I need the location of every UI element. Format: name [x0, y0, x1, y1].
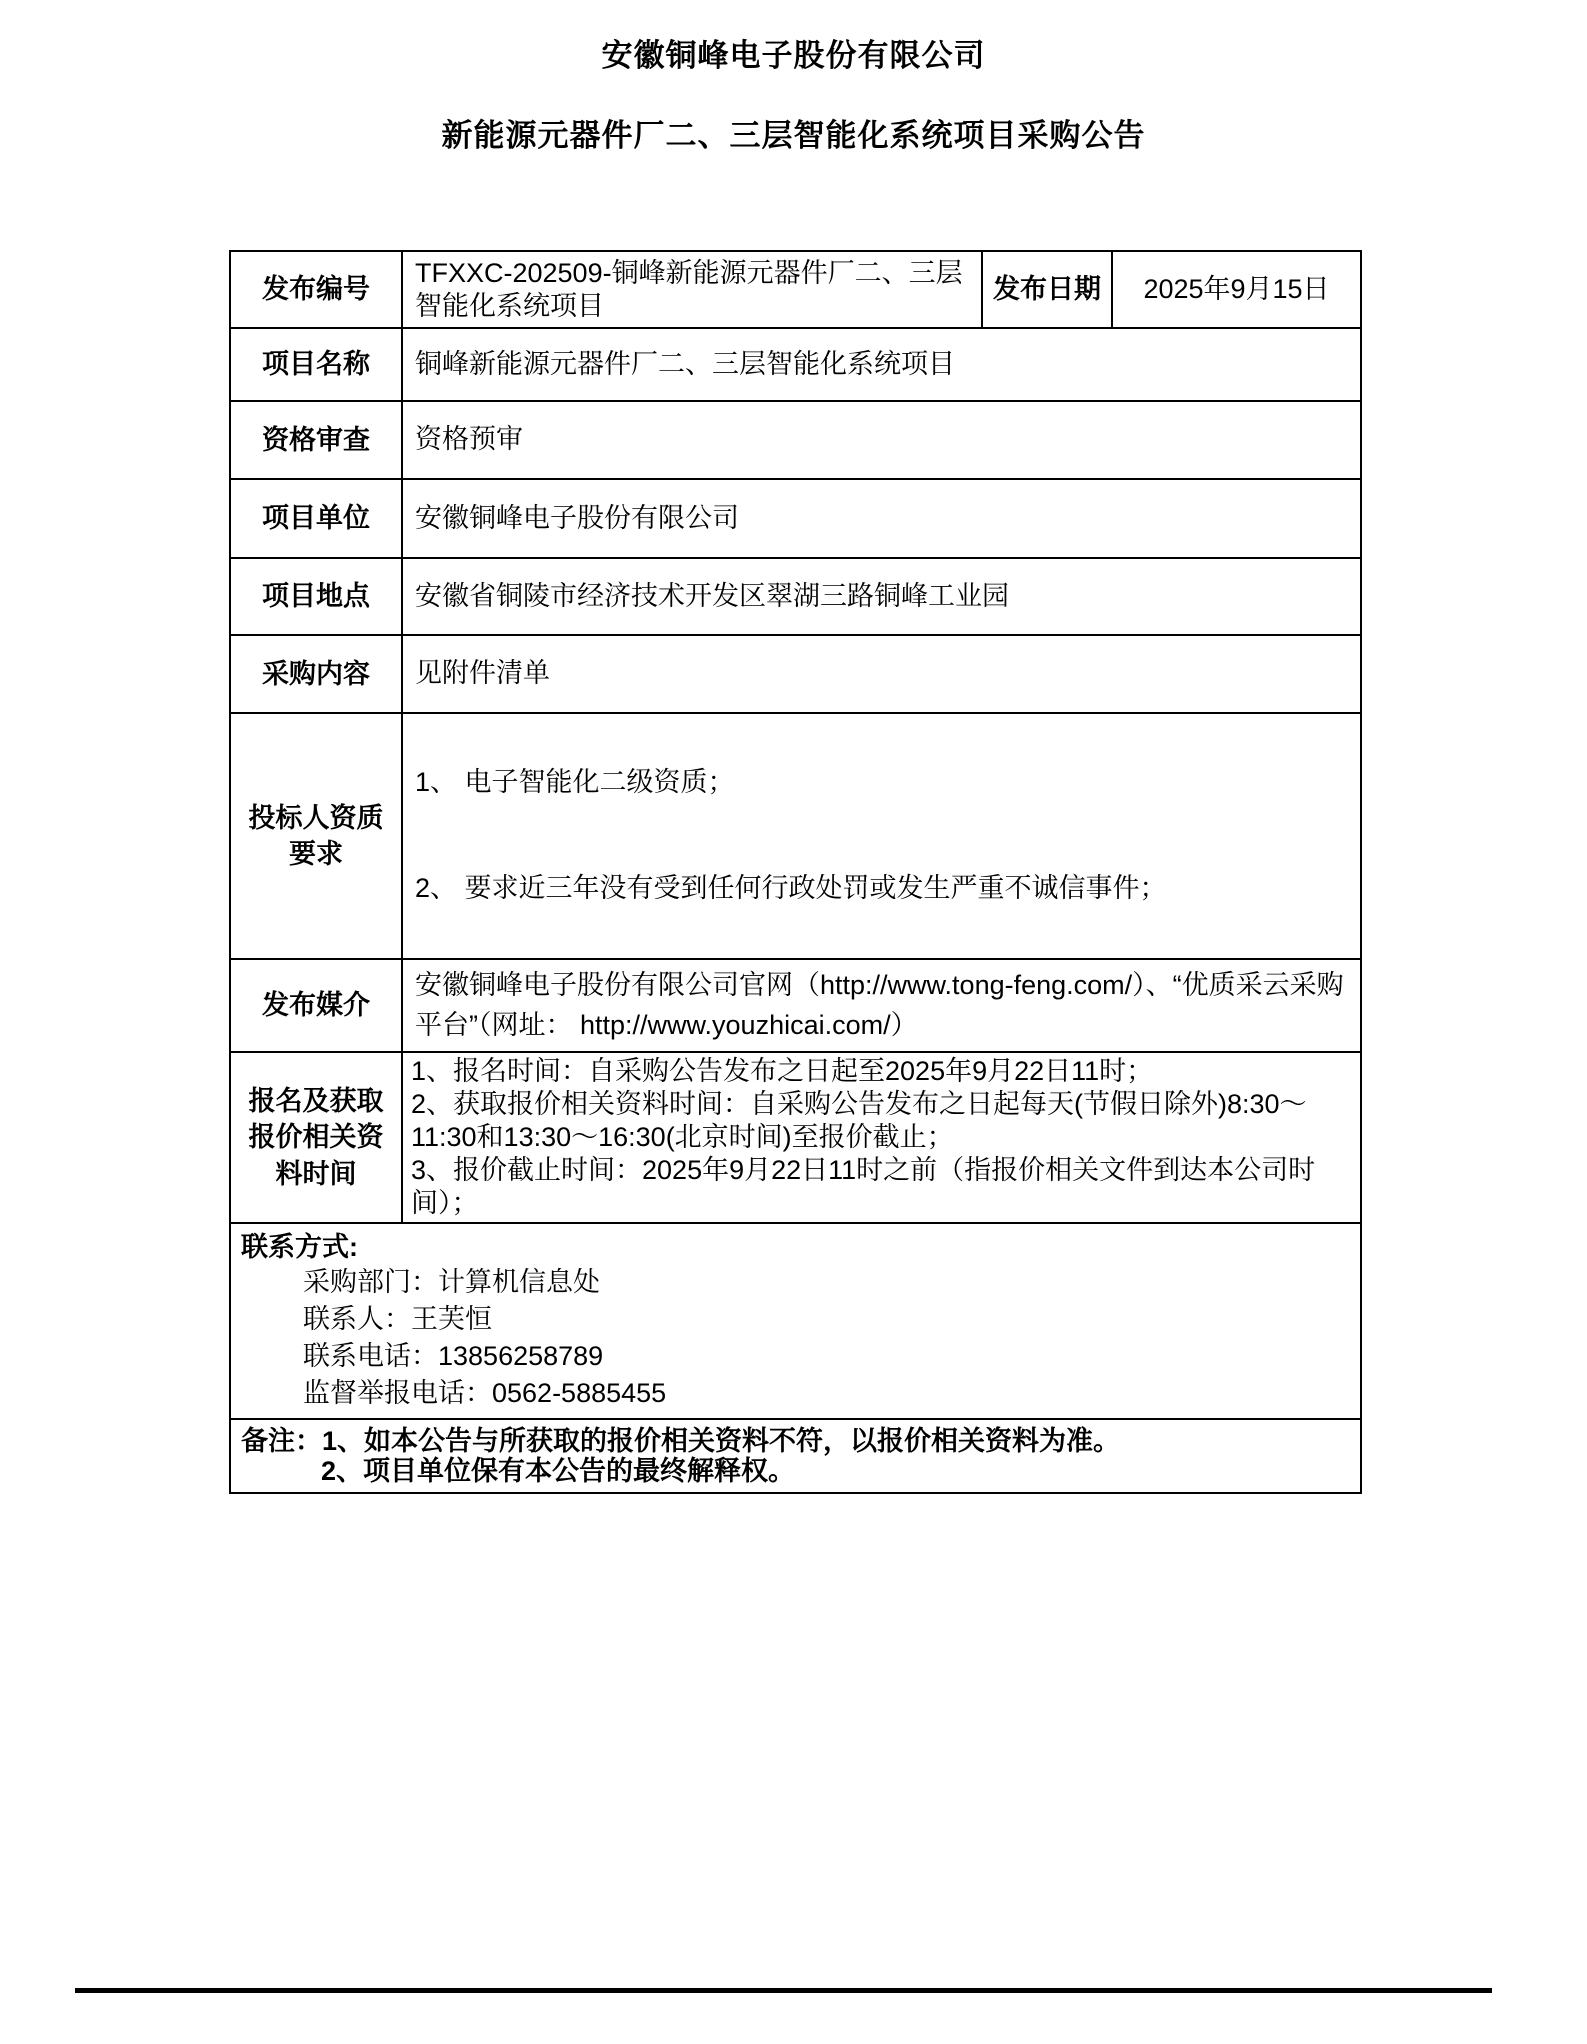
announcement-table	[229, 250, 1362, 1494]
project-location-label: 项目地点	[230, 558, 402, 635]
project-location-value: 安徽省铜陵市经济技术开发区翠湖三路铜峰工业园	[402, 558, 1361, 635]
supervision-phone: 监督举报电话：0562-5885455	[303, 1378, 667, 1408]
contact-department: 采购部门：计算机信息处	[303, 1267, 600, 1297]
qualification-review-label: 资格审查	[230, 401, 402, 479]
qualification-item-1: 1、 电子智能化二级资质；	[415, 767, 735, 798]
contact-phone: 联系电话：13856258789	[303, 1341, 604, 1371]
publish-number-label: 发布编号	[230, 251, 402, 328]
contact-person: 联系人：王芙恒	[303, 1304, 492, 1334]
publish-date-value: 2025年9月15日	[1112, 251, 1361, 328]
spacer	[415, 800, 1348, 872]
publish-date-label: 发布日期	[982, 251, 1112, 328]
announcement-title: 新能源元器件厂二、三层智能化系统项目采购公告	[441, 118, 1146, 153]
table-row	[230, 558, 1361, 635]
table-row	[230, 713, 1361, 959]
table-row	[230, 251, 1361, 328]
publish-number-value: TFXXC-202509-铜峰新能源元器件厂二、三层智能化系统项目	[402, 251, 982, 328]
remark-line-2: 2、项目单位保有本公告的最终解释权。	[321, 1456, 796, 1486]
publish-media-label: 发布媒介	[230, 959, 402, 1052]
registration-time-label: 报名及获取报价相关资料时间	[230, 1052, 402, 1223]
table-row	[230, 479, 1361, 558]
bidder-qualification-label: 投标人资质要求	[230, 713, 402, 959]
qualification-item-2: 2、 要求近三年没有受到任何行政处罚或发生严重不诚信事件；	[415, 873, 1167, 903]
table-row	[230, 401, 1361, 479]
contact-section	[230, 1223, 1361, 1419]
remark-text-1: 1、如本公告与所获取的报价相关资料不符，以报价相关资料为准。	[322, 1426, 1121, 1456]
remarks-label: 备注：	[241, 1426, 322, 1456]
registration-time-value	[402, 1052, 1361, 1223]
project-unit-value: 安徽铜峰电子股份有限公司	[402, 479, 1361, 558]
table-row	[230, 635, 1361, 713]
project-name-label: 项目名称	[230, 328, 402, 401]
remarks-section	[230, 1419, 1361, 1493]
contact-section-row	[230, 1223, 1361, 1419]
table-row	[230, 1052, 1361, 1223]
procurement-content-value: 见附件清单	[402, 635, 1361, 713]
footer-divider	[75, 1988, 1492, 1993]
project-unit-label: 项目单位	[230, 479, 402, 558]
procurement-content-label: 采购内容	[230, 635, 402, 713]
remark-line-1	[241, 1426, 1350, 1456]
schedule-line-1: 1、报名时间：自采购公告发布之日起至2025年9月22日11时；	[411, 1056, 1154, 1086]
qualification-review-value: 资格预审	[402, 401, 1361, 479]
company-title: 安徽铜峰电子股份有限公司	[601, 38, 986, 73]
schedule-line-3: 3、报价截止时间：2025年9月22日11时之前（指报价相关文件到达本公司时间）；	[411, 1155, 1316, 1218]
contact-header: 联系方式:	[241, 1232, 358, 1262]
remarks-section-row	[230, 1419, 1361, 1493]
publish-media-value: 安徽铜峰电子股份有限公司官网（http://www.tong-feng.com/）、“优质采云采购平台”（网址： http://www.youzhicai.com/）	[402, 959, 1361, 1052]
project-name-value: 铜峰新能源元器件厂二、三层智能化系统项目	[402, 328, 1361, 401]
bidder-qualification-value	[402, 713, 1361, 959]
table-row	[230, 328, 1361, 401]
schedule-line-2: 2、获取报价相关资料时间：自采购公告发布之日起每天(节假日除外)8:30～11:30和13:30～16:30(北京时间)至报价截止；	[411, 1089, 1307, 1152]
table-row	[230, 959, 1361, 1052]
